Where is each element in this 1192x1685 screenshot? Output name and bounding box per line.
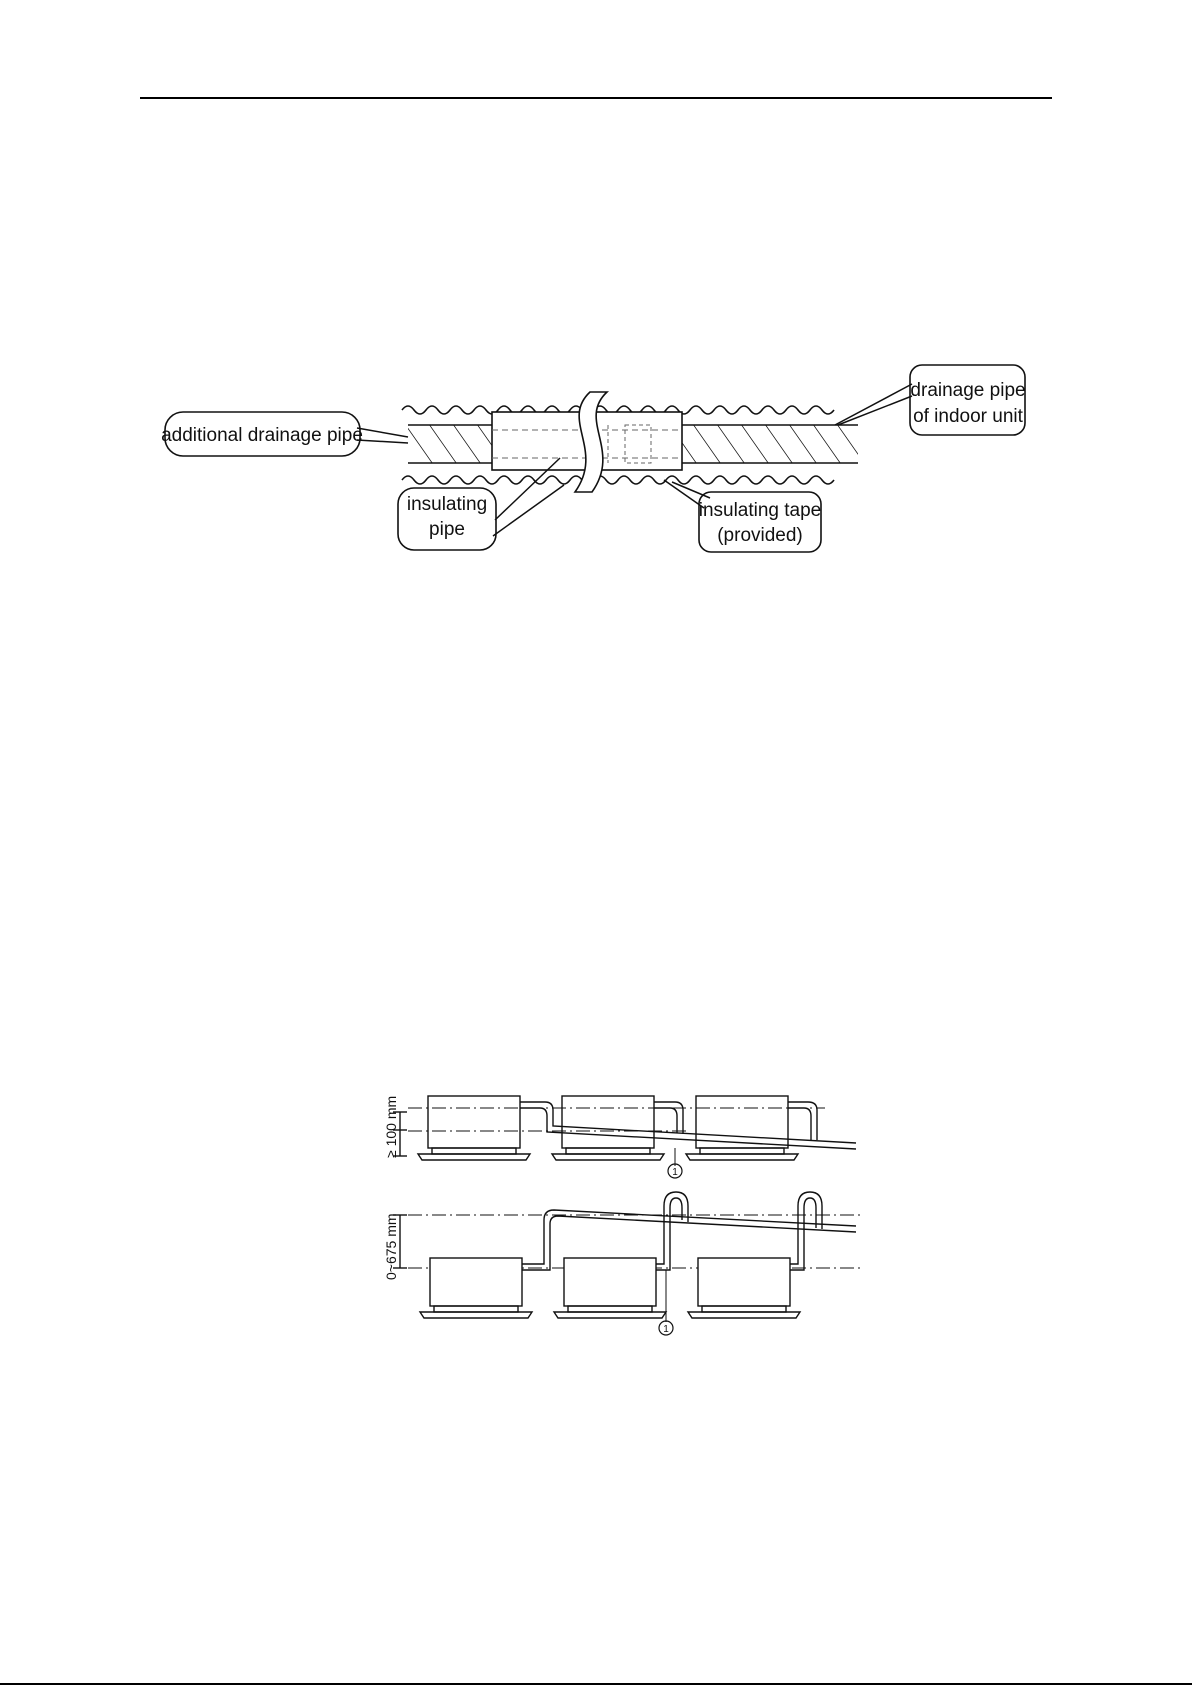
dimension-bottom-label: 0~675 mm [383,1213,399,1280]
unit-bottom-2 [554,1258,666,1318]
marker-top: 1 [672,1167,678,1178]
marker-bottom: 1 [663,1324,669,1335]
unit-top-1 [418,1096,530,1160]
dimension-top-label: ≥ 100 mm [383,1095,399,1158]
unit-top-2 [552,1096,664,1160]
label-indoor-line2: of indoor unit [913,406,1023,427]
unit-bottom-1 [420,1258,532,1318]
label-tape-line2: (provided) [717,525,803,546]
label-insulating-pipe-line2: pipe [429,519,465,540]
unit-bottom-3 [688,1258,800,1318]
label-insulating-pipe-line1: insulating [406,494,488,515]
label-indoor-line1: drainage pipe [910,380,1026,401]
unit-top-3 [686,1096,798,1160]
label-additional-pipe: additional drainage pipe [161,425,363,446]
label-tape-line1: insulating tape [698,500,822,521]
